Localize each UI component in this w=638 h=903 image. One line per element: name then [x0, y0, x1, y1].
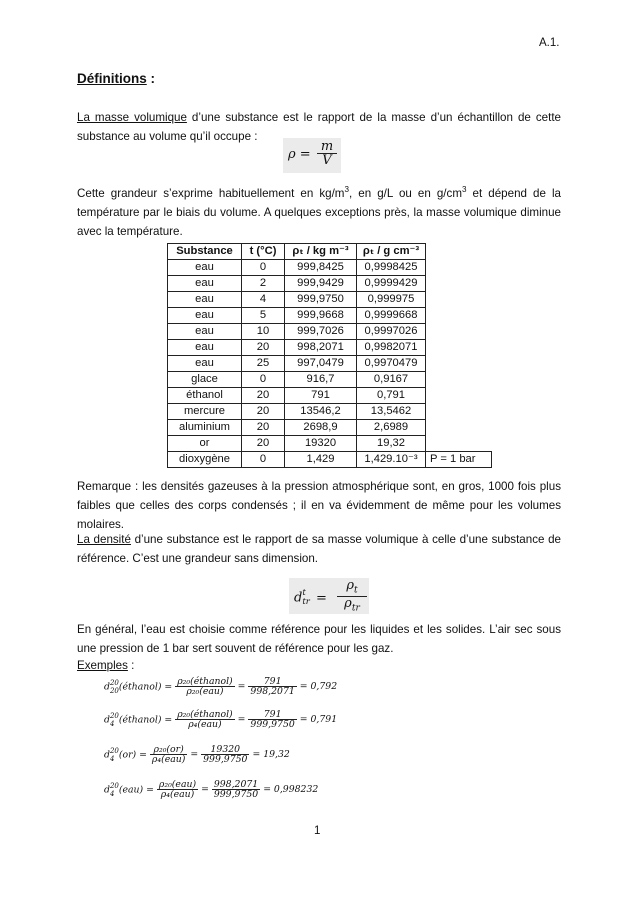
table-cell: 20	[242, 340, 285, 356]
para2-sup-b: 3	[461, 185, 467, 194]
remark-line1: Remarque : les densités gazeuses à la pression atmosphérique sont, en gros, 1000 fois plus	[77, 480, 561, 493]
table-cell: 10	[242, 324, 285, 340]
table-cell: 20	[242, 420, 285, 436]
table-cell: 0	[242, 452, 285, 468]
ex-n-num: 998,2071	[213, 779, 259, 790]
ex-n-den: 999,9750	[203, 754, 248, 766]
table-row	[168, 404, 492, 420]
page-number: 1	[314, 825, 321, 837]
term-masse-volumique: La masse volumique	[77, 111, 187, 124]
page-reference: A.1.	[539, 37, 560, 49]
ex-lhs-sup: 20	[109, 746, 119, 755]
table-cell: glace	[168, 372, 242, 388]
table-cell: 19,32	[357, 436, 426, 452]
ex-n-num: 791	[263, 709, 282, 720]
formula2-den-sub: tr	[351, 603, 360, 614]
table-cell: 999,8425	[285, 260, 357, 276]
relative-density-formula	[289, 578, 369, 614]
table-cell: 0,9999668	[357, 308, 426, 324]
table-cell: 0,9999429	[357, 276, 426, 292]
table-row	[168, 356, 492, 372]
remark-line2: faibles que celles des corps condensés ; il en va évidemment de même pour les volumes	[77, 499, 561, 512]
table-cell: 0,9970479	[357, 356, 426, 372]
table-cell: 0,9998425	[357, 260, 426, 276]
para2-line1-b: , en g/L ou en g/cm	[348, 186, 462, 200]
ex-lhs-arg: (éthanol)	[118, 714, 162, 726]
ex-n-den: 998,2071	[250, 686, 295, 698]
table-row	[168, 372, 492, 388]
ex-lhs-sub: 4	[109, 789, 115, 798]
examples-title	[77, 660, 134, 672]
table-cell: 916,7	[285, 372, 357, 388]
formula2-sup: t	[302, 588, 306, 598]
table-row	[168, 452, 492, 468]
table-cell: or	[168, 436, 242, 452]
table-cell: 791	[285, 388, 357, 404]
formula2-sub: tr	[302, 597, 310, 607]
table-cell: 2,6989	[357, 420, 426, 436]
table-cell: 25	[242, 356, 285, 372]
para4-line1: En général, l’eau est choisie comme référence pour les liquides et les solides. L’air sec sous	[77, 623, 561, 636]
formula2-eq: =	[315, 590, 327, 606]
table-cell: 0	[242, 260, 285, 276]
examples-title-colon: :	[127, 659, 135, 672]
table-cell: eau	[168, 308, 242, 324]
table-cell: 5	[242, 308, 285, 324]
ex-n-num: 19320	[210, 744, 241, 755]
table-cell: eau	[168, 292, 242, 308]
ex-lhs-arg: (éthanol)	[118, 681, 162, 693]
formula2-lhs: d	[294, 590, 303, 606]
table-header-row	[168, 244, 492, 260]
formula2-num-sub: t	[354, 585, 358, 596]
ex-result: = 19,32	[252, 749, 290, 761]
col-header-rho-g: ρₜ / g cm⁻³	[357, 244, 426, 260]
section-title-colon: :	[146, 71, 155, 86]
table-cell: 0,9167	[357, 372, 426, 388]
section-title-text: Définitions	[77, 71, 147, 86]
para4-line2: une pression de 1 bar sert souvent de référence pour les gaz.	[77, 642, 394, 655]
example-item: d 20 4 (éthanol) = $\frac{\text{ρ₂₀(éthanol)}}{\text{ρ₄(eau)}}$ = $\frac{791}{999,9750}$ = 0,791	[104, 709, 338, 731]
table-cell: eau	[168, 340, 242, 356]
ex-result: = 0,792	[299, 681, 338, 693]
table-cell: 0,999975	[357, 292, 426, 308]
para2-line2: température par le biais du volume. A quelques exceptions près, la masse volumique diminue	[77, 205, 561, 219]
para1-text-a: d’une substance est le rapport de la masse d’un échantillon de cette	[186, 111, 561, 124]
col-header-rho-kg: ρₜ / kg m⁻³	[285, 244, 357, 260]
ex-n-den: 999,9750	[250, 719, 295, 731]
units-paragraph	[77, 180, 561, 241]
ex-lhs-sub: 4	[109, 754, 115, 763]
ex-f-num: ρ₂₀(or)	[153, 744, 184, 755]
para2-sup-a: 3	[344, 185, 349, 194]
example-item: d 20 4 (eau) = $\frac{\text{ρ₂₀(eau)}}{\text{ρ₄(eau)}}$ = $\frac{998,2071}{999,9750}$ = 0,998232	[104, 779, 319, 801]
definition-relative-density	[77, 530, 561, 568]
ex-f-den: ρ₄(eau)	[175, 719, 235, 729]
para3-text-b: référence. C’est une grandeur sans dimension.	[77, 552, 319, 565]
table-cell: aluminium	[168, 420, 242, 436]
ex-lhs-sub: 4	[109, 719, 115, 728]
para3-text-a: d’une substance est le rapport de sa masse volumique à celle d’une substance de	[130, 533, 561, 546]
para2-line3: avec la température.	[77, 224, 183, 238]
ex-f-den: ρ₂₀(eau)	[175, 686, 235, 696]
density-formula-lhs: ρ =	[288, 147, 311, 162]
reference-paragraph	[77, 620, 561, 658]
table-cell: 20	[242, 388, 285, 404]
ex-lhs-sub: 20	[109, 686, 119, 695]
ex-lhs-sup: 20	[109, 678, 119, 687]
table-row	[168, 308, 492, 324]
table-cell: 13,5462	[357, 404, 426, 420]
ex-result: = 0,998232	[263, 784, 319, 796]
table-cell: 999,9750	[285, 292, 357, 308]
table-cell: eau	[168, 356, 242, 372]
term-densite: La densité	[77, 533, 131, 546]
table-row	[168, 324, 492, 340]
table-cell: 2698,9	[285, 420, 357, 436]
table-row	[168, 420, 492, 436]
table-cell: 13546,2	[285, 404, 357, 420]
table-cell: 0,9982071	[357, 340, 426, 356]
col-header-substance: Substance	[168, 244, 242, 260]
table-cell: eau	[168, 324, 242, 340]
ex-f-num: ρ₂₀(éthanol)	[177, 676, 233, 687]
table-cell: mercure	[168, 404, 242, 420]
table-cell: 1,429.10⁻³	[357, 452, 426, 468]
table-row	[168, 388, 492, 404]
ex-lhs-arg: (eau)	[118, 784, 144, 796]
table-cell: 998,2071	[285, 340, 357, 356]
ex-result: = 0,791	[299, 714, 338, 726]
remark-line3: molaires.	[77, 518, 125, 531]
table-cell: eau	[168, 276, 242, 292]
table-cell: 0,791	[357, 388, 426, 404]
table-cell: 0,9997026	[357, 324, 426, 340]
table-cell: dioxygène	[168, 452, 242, 468]
section-title	[77, 72, 155, 86]
ex-f-den: ρ₄(eau)	[157, 789, 198, 799]
ex-f-num: ρ₂₀(éthanol)	[177, 709, 233, 720]
table-cell: eau	[168, 260, 242, 276]
ex-lhs-sup: 20	[109, 781, 119, 790]
table-row	[168, 260, 492, 276]
table-cell: 999,7026	[285, 324, 357, 340]
table-cell: 997,0479	[285, 356, 357, 372]
table-cell: 999,9429	[285, 276, 357, 292]
density-formula-num: m	[320, 139, 334, 154]
para2-line1-c: et dépend de la	[466, 186, 562, 200]
table-cell: éthanol	[168, 388, 242, 404]
table-cell: 2	[242, 276, 285, 292]
table-cell: 20	[242, 404, 285, 420]
formula2-den: ρ	[344, 595, 352, 611]
ex-f-den: ρ₄(eau)	[151, 754, 186, 766]
table-row	[168, 292, 492, 308]
table-cell: 4	[242, 292, 285, 308]
example-item: d 20 20 (éthanol) = $\frac{\text{ρ₂₀(éthanol)}}{\text{ρ₂₀(eau)}}$ = $\frac{791}{998,2071}$ = 0,792	[104, 676, 338, 698]
table-cell: 20	[242, 436, 285, 452]
formula2-num: ρ	[346, 578, 354, 593]
examples-title-text: Exemples	[77, 659, 128, 672]
col-header-temperature: t (°C)	[242, 244, 285, 260]
table-cell: 0	[242, 372, 285, 388]
ex-f-num: ρ₂₀(eau)	[158, 779, 197, 790]
ex-lhs-arg: (or)	[118, 749, 137, 761]
ex-n-num: 791	[263, 676, 282, 687]
example-item: d 20 4 (or) = $\frac{\text{ρ₂₀(or)}}{\text{ρ₄(eau)}}$ = $\frac{19320}{999,9750}$ = 19,32	[104, 744, 290, 766]
table-cell: 19320	[285, 436, 357, 452]
pressure-note: P = 1 bar	[426, 452, 492, 468]
density-formula	[283, 138, 341, 173]
para2-line1-a: Cette grandeur s’exprime habituellement en kg/m	[77, 186, 345, 200]
ex-lhs-sup: 20	[109, 711, 119, 720]
table-row	[168, 436, 492, 452]
remark-paragraph	[77, 477, 561, 534]
table-cell: 999,9668	[285, 308, 357, 324]
table-row	[168, 340, 492, 356]
density-table	[167, 243, 492, 468]
density-formula-den: V	[317, 153, 337, 167]
ex-n-den: 999,9750	[213, 789, 259, 801]
table-row	[168, 276, 492, 292]
table-cell: 1,429	[285, 452, 357, 468]
para1-text-b: substance au volume qu’il occupe :	[77, 130, 258, 143]
